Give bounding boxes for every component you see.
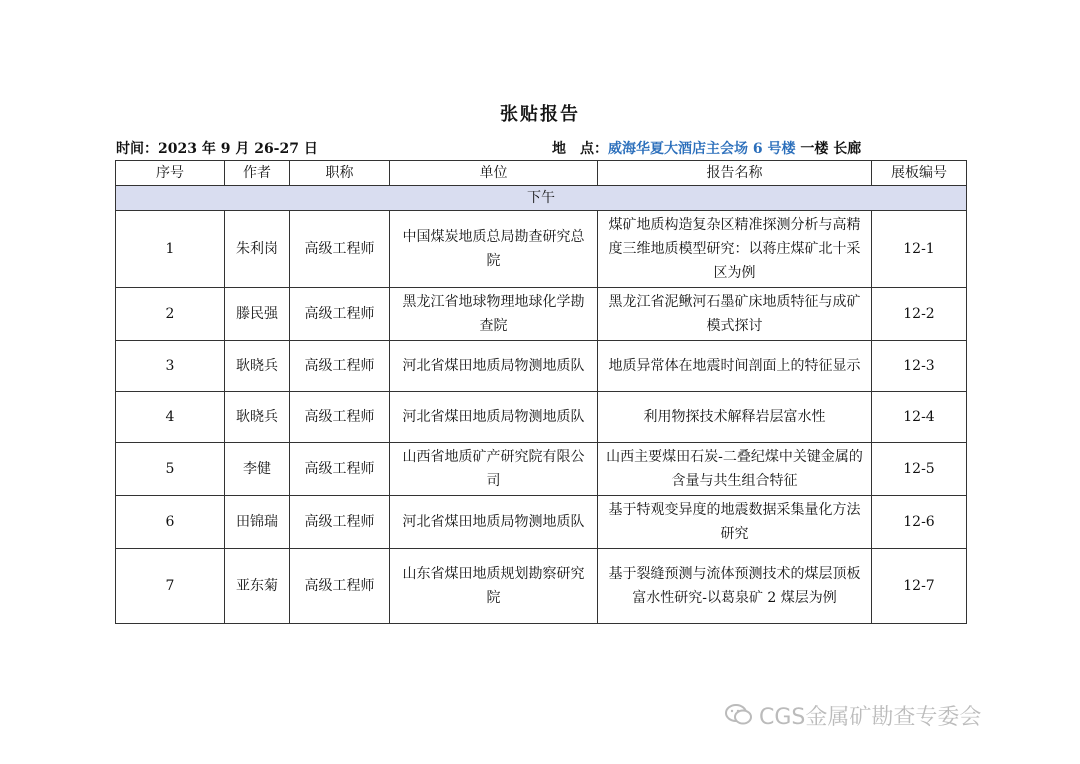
table-row — [116, 443, 967, 496]
cell-report: 山西主要煤田石炭-二叠纪煤中关键金属的含量与共生组合特征 — [598, 443, 872, 496]
cell-report: 基于裂缝预测与流体预测技术的煤层顶板富水性研究-以葛泉矿 2 煤层为例 — [598, 549, 872, 624]
cell-author: 滕民强 — [225, 288, 290, 341]
cell-unit: 河北省煤田地质局物测地质队 — [390, 341, 598, 392]
table-row — [116, 496, 967, 549]
time-info — [116, 138, 318, 158]
cell-board: 12-7 — [872, 549, 967, 624]
watermark — [725, 700, 981, 732]
cell-no: 2 — [116, 288, 225, 341]
meta-row — [116, 136, 966, 158]
section-label: 下午 — [116, 186, 967, 211]
cell-unit: 河北省煤田地质局物测地质队 — [390, 496, 598, 549]
table-row — [116, 341, 967, 392]
location-rest: 一楼 长廊 — [795, 141, 862, 157]
report-table — [115, 160, 967, 624]
cell-board: 12-2 — [872, 288, 967, 341]
cell-no: 1 — [116, 211, 225, 288]
cell-title: 高级工程师 — [290, 392, 390, 443]
location-link[interactable]: 威海华夏大酒店主会场 6 号楼 — [608, 141, 796, 157]
cell-board: 12-6 — [872, 496, 967, 549]
cell-title: 高级工程师 — [290, 288, 390, 341]
cell-author: 朱利岗 — [225, 211, 290, 288]
cell-author: 耿晓兵 — [225, 341, 290, 392]
cell-report: 利用物探技术解释岩层富水性 — [598, 392, 872, 443]
location-info — [552, 138, 861, 158]
header-report: 报告名称 — [598, 161, 872, 186]
table-header-row — [116, 161, 967, 186]
wechat-icon — [725, 704, 753, 732]
cell-no: 3 — [116, 341, 225, 392]
cell-no: 4 — [116, 392, 225, 443]
cell-title: 高级工程师 — [290, 211, 390, 288]
header-board: 展板编号 — [872, 161, 967, 186]
cell-unit: 山西省地质矿产研究院有限公司 — [390, 443, 598, 496]
cell-board: 12-5 — [872, 443, 967, 496]
cell-title: 高级工程师 — [290, 443, 390, 496]
location-label: 地 点： — [552, 141, 608, 157]
cell-unit: 河北省煤田地质局物测地质队 — [390, 392, 598, 443]
watermark-text: CGS金属矿勘查专委会 — [759, 705, 982, 730]
cell-author: 耿晓兵 — [225, 392, 290, 443]
cell-no: 7 — [116, 549, 225, 624]
cell-no: 6 — [116, 496, 225, 549]
cell-unit: 中国煤炭地质总局勘查研究总院 — [390, 211, 598, 288]
section-row — [116, 186, 967, 211]
cell-author: 李健 — [225, 443, 290, 496]
cell-unit: 黑龙江省地球物理地球化学勘查院 — [390, 288, 598, 341]
cell-no: 5 — [116, 443, 225, 496]
cell-board: 12-4 — [872, 392, 967, 443]
cell-title: 高级工程师 — [290, 549, 390, 624]
cell-author: 田锦瑞 — [225, 496, 290, 549]
document-title: 张贴报告 — [500, 104, 580, 125]
cell-board: 12-1 — [872, 211, 967, 288]
time-label: 时间： — [116, 141, 158, 157]
header-unit: 单位 — [390, 161, 598, 186]
header-title: 职称 — [290, 161, 390, 186]
cell-title: 高级工程师 — [290, 341, 390, 392]
cell-board: 12-3 — [872, 341, 967, 392]
table-row — [116, 211, 967, 288]
cell-title: 高级工程师 — [290, 496, 390, 549]
cell-report: 地质异常体在地震时间剖面上的特征显示 — [598, 341, 872, 392]
cell-report: 煤矿地质构造复杂区精准探测分析与高精度三维地质模型研究：以蒋庄煤矿北十采区为例 — [598, 211, 872, 288]
cell-author: 亚东菊 — [225, 549, 290, 624]
table-row — [116, 549, 967, 624]
cell-unit: 山东省煤田地质规划勘察研究院 — [390, 549, 598, 624]
table-row — [116, 288, 967, 341]
cell-report: 黑龙江省泥鳅河石墨矿床地质特征与成矿模式探讨 — [598, 288, 872, 341]
table-row — [116, 392, 967, 443]
header-no: 序号 — [116, 161, 225, 186]
header-author: 作者 — [225, 161, 290, 186]
time-value: 2023 年 9 月 26-27 日 — [158, 141, 318, 157]
cell-report: 基于特观变异度的地震数据采集量化方法研究 — [598, 496, 872, 549]
